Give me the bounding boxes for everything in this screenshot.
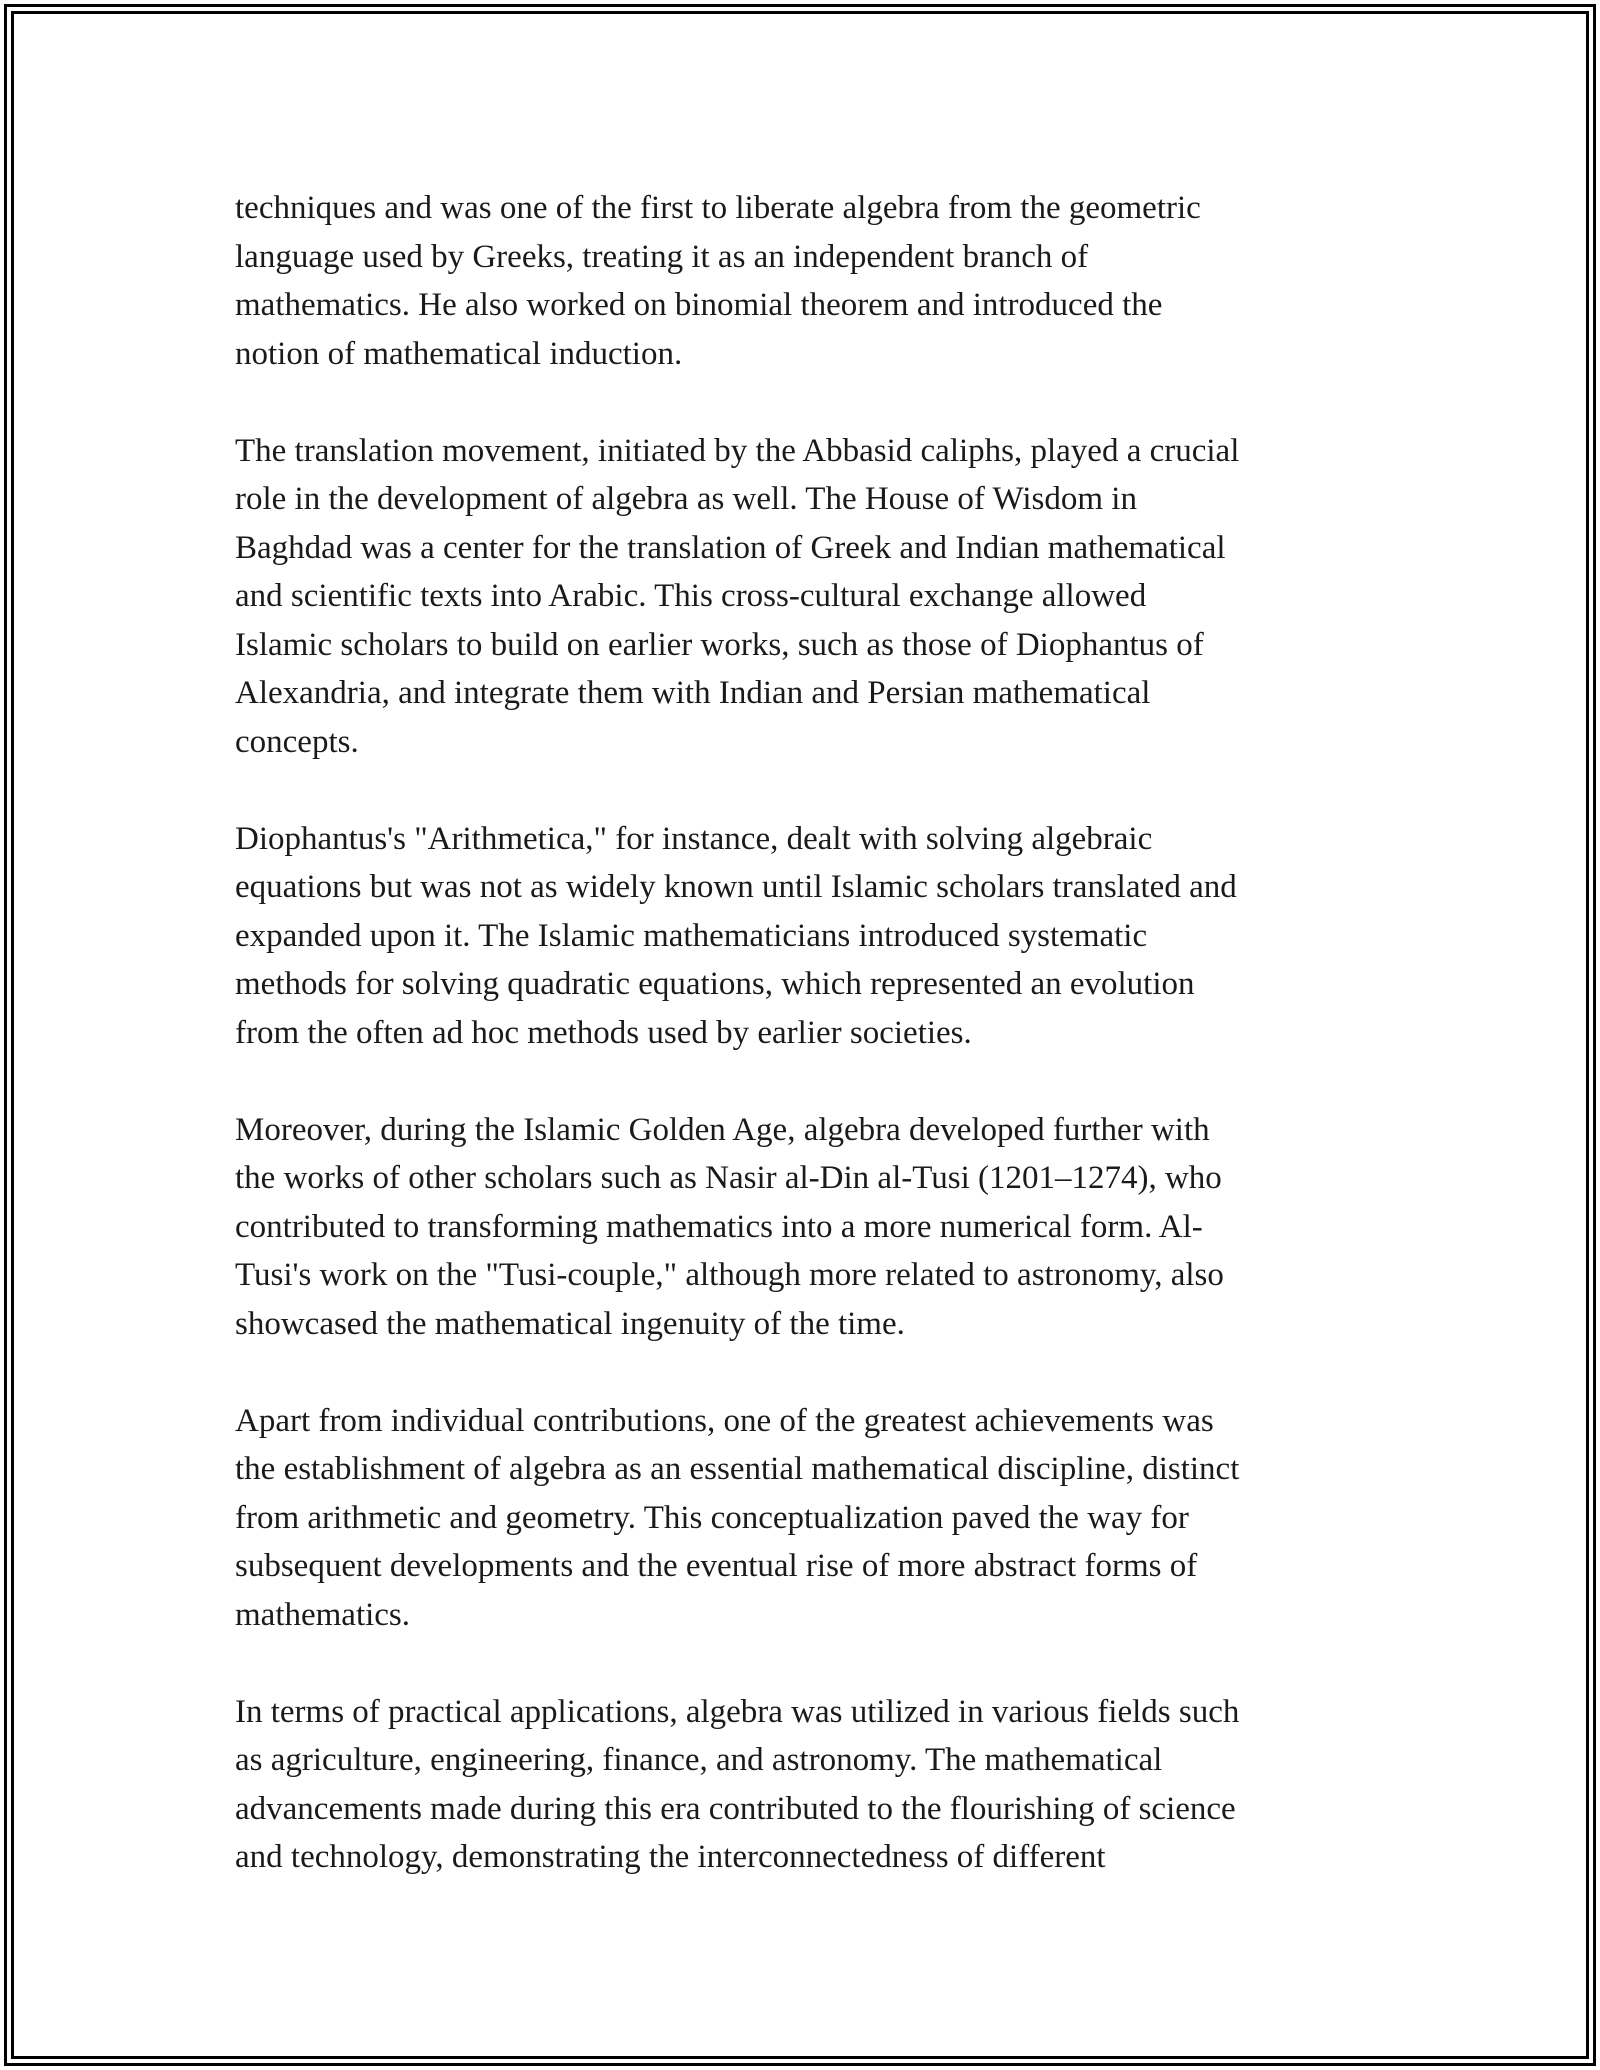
text-line: advancements made during this era contributed to the flourishing of science (235, 1790, 1236, 1827)
text-line: In terms of practical applications, algebra was utilized in various fields such (235, 1693, 1240, 1730)
text-line: from the often ad hoc methods used by earlier societies. (235, 1014, 972, 1051)
text-line: Islamic scholars to build on earlier works, such as those of Diophantus of (235, 626, 1204, 663)
text-line: and scientific texts into Arabic. This cross-cultural exchange allowed (235, 578, 1147, 614)
text-line: Diophantus's "Arithmetica," for instance, dealt with solving algebraic (235, 820, 1153, 857)
text-line: role in the development of algebra as well. The House of Wisdom in (235, 481, 1137, 517)
text-line: concepts. (235, 723, 359, 760)
text-line: the works of other scholars such as Nasir al-Din al-Tusi (1201–1274), who (235, 1160, 1222, 1196)
text-line: and technology, demonstrating the interconnectedness of different (235, 1839, 1106, 1875)
text-line: the establishment of algebra as an essential mathematical discipline, distinct (235, 1451, 1240, 1487)
text-line: showcased the mathematical ingenuity of the time. (235, 1305, 905, 1342)
text-line: Tusi's work on the "Tusi-couple," although more related to astronomy, also (235, 1257, 1224, 1293)
paragraph-3 (235, 815, 1365, 1058)
text-line: equations but was not as widely known until Islamic scholars translated and (235, 869, 1237, 905)
text-line: mathematics. He also worked on binomial theorem and introduced the (235, 287, 1163, 323)
text-line: notion of mathematical induction. (235, 335, 683, 372)
text-line: Apart from individual contributions, one of the greatest achievements was (235, 1402, 1214, 1439)
text-line: The translation movement, initiated by the Abbasid caliphs, played a crucial (235, 432, 1240, 469)
text-line: contributed to transforming mathematics into a more numerical form. Al- (235, 1208, 1203, 1245)
paragraph-2 (235, 427, 1365, 767)
text-line: as agriculture, engineering, finance, and astronomy. The mathematical (235, 1742, 1163, 1778)
text-line: Alexandria, and integrate them with Indian and Persian mathematical (235, 675, 1151, 711)
text-line: Baghdad was a center for the translation of Greek and Indian mathematical (235, 529, 1226, 566)
paragraph-5 (235, 1397, 1365, 1640)
text-line: techniques and was one of the first to liberate algebra from the geometric (235, 190, 1201, 226)
text-line: from arithmetic and geometry. This conceptualization paved the way for (235, 1499, 1189, 1536)
text-line: Moreover, during the Islamic Golden Age, algebra developed further with (235, 1111, 1210, 1148)
paragraph-6 (235, 1688, 1365, 1882)
paragraph-1 (235, 184, 1365, 378)
document-body (235, 184, 1365, 1882)
paragraph-4 (235, 1106, 1365, 1349)
text-line: methods for solving quadratic equations, which represented an evolution (235, 966, 1195, 1002)
text-line: expanded upon it. The Islamic mathematicians introduced systematic (235, 917, 1148, 954)
text-line: subsequent developments and the eventual rise of more abstract forms of (235, 1548, 1198, 1584)
text-line: language used by Greeks, treating it as an independent branch of (235, 238, 1089, 275)
text-line: mathematics. (235, 1596, 411, 1633)
